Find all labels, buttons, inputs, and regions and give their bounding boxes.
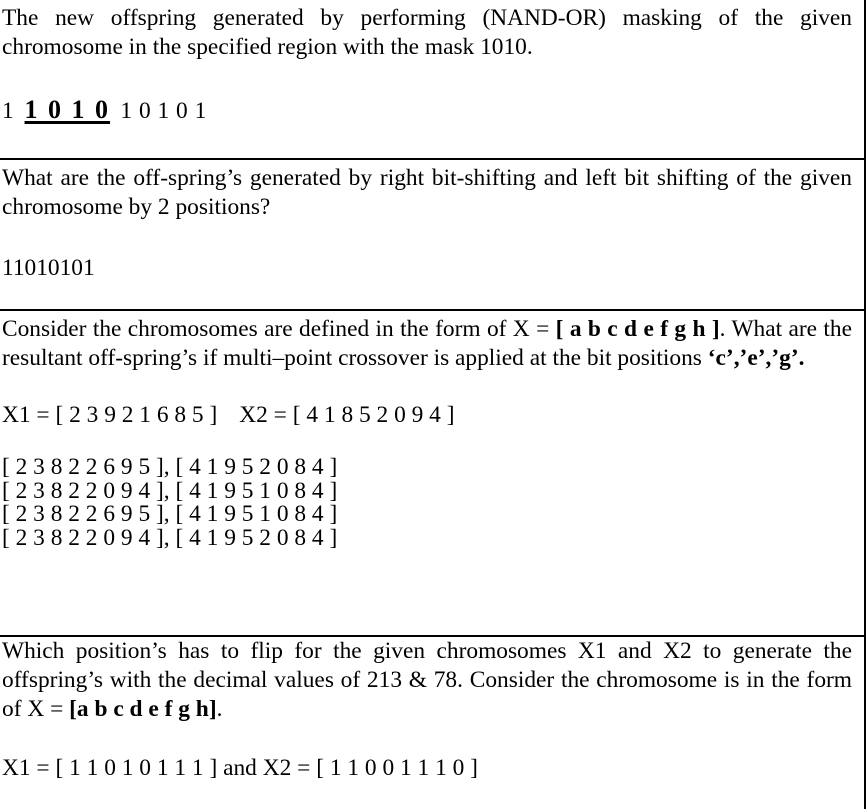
chromosome-form: [ a b c d e f g h ] <box>555 316 720 342</box>
chromosome-x1: X1 = [ 1 1 0 1 0 1 1 1 ] <box>2 755 218 781</box>
question-2-text: What are the off-spring’s generated by right bit-shifting and left bit shifting of the given chromosome by 2 positions? <box>2 165 852 220</box>
question-3-text-middle: . What are the resultant off-spring’s if multi–point crossover is applied at the bit positions <box>2 316 852 371</box>
option-d: [ 2 3 8 2 2 0 9 4 ], [ 4 1 9 5 2 0 8 4 ] <box>2 524 338 551</box>
option-a: [ 2 3 8 2 2 6 9 5 ], [ 4 1 9 5 2 0 8 4 ] <box>2 454 338 480</box>
question-3-parents <box>2 401 852 430</box>
question-4-cell <box>0 635 866 809</box>
chromosome-suffix: 1 0 1 0 1 <box>114 98 207 124</box>
chromosome-prefix: 1 <box>2 98 21 124</box>
question-4-text <box>2 637 852 724</box>
parent-x1: X1 = [ 2 3 9 2 1 6 8 5 ] <box>2 402 218 428</box>
question-4-text-after: . <box>216 696 223 722</box>
option-c: [ 2 3 8 2 2 6 9 5 ], [ 4 1 9 5 1 0 8 4 ] <box>2 501 338 527</box>
question-1-cell <box>0 0 866 158</box>
question-2-cell <box>0 158 866 309</box>
parent-x2: X2 = [ 4 1 8 5 2 0 9 4 ] <box>239 402 455 428</box>
option-b: [ 2 3 8 2 2 0 9 4 ], [ 4 1 9 5 1 0 8 4 ] <box>2 477 338 504</box>
question-3-options <box>2 456 852 550</box>
chromosome-x2: X2 = [ 1 1 0 0 1 1 1 0 ] <box>262 755 478 781</box>
crossover-positions: ‘c’,’e’,’g’. <box>707 345 805 371</box>
question-3-text-before: Consider the chromosomes are defined in the form of X = <box>2 316 556 342</box>
question-4-chromosomes <box>2 754 852 783</box>
masked-region: 1 0 1 0 <box>24 95 111 124</box>
and-word: and <box>217 755 263 781</box>
question-2-chromosome: 11010101 <box>2 255 95 281</box>
question-4-text-before: Which position’s has to flip for the given chromosomes X1 and X2 to generate the offspring’s with the decimal values of 213 & 78. Consider the chromosome is in the form of X = <box>2 638 852 722</box>
question-1-chromosome <box>2 95 852 126</box>
question-3-text <box>2 315 852 373</box>
chromosome-form: [a b c d e f g h] <box>69 696 217 722</box>
question-3-cell <box>0 309 866 635</box>
question-1-text: The new offspring generated by performing (NAND-OR) masking of the given chromosome in the specified region with the mask 1010. <box>2 5 852 60</box>
